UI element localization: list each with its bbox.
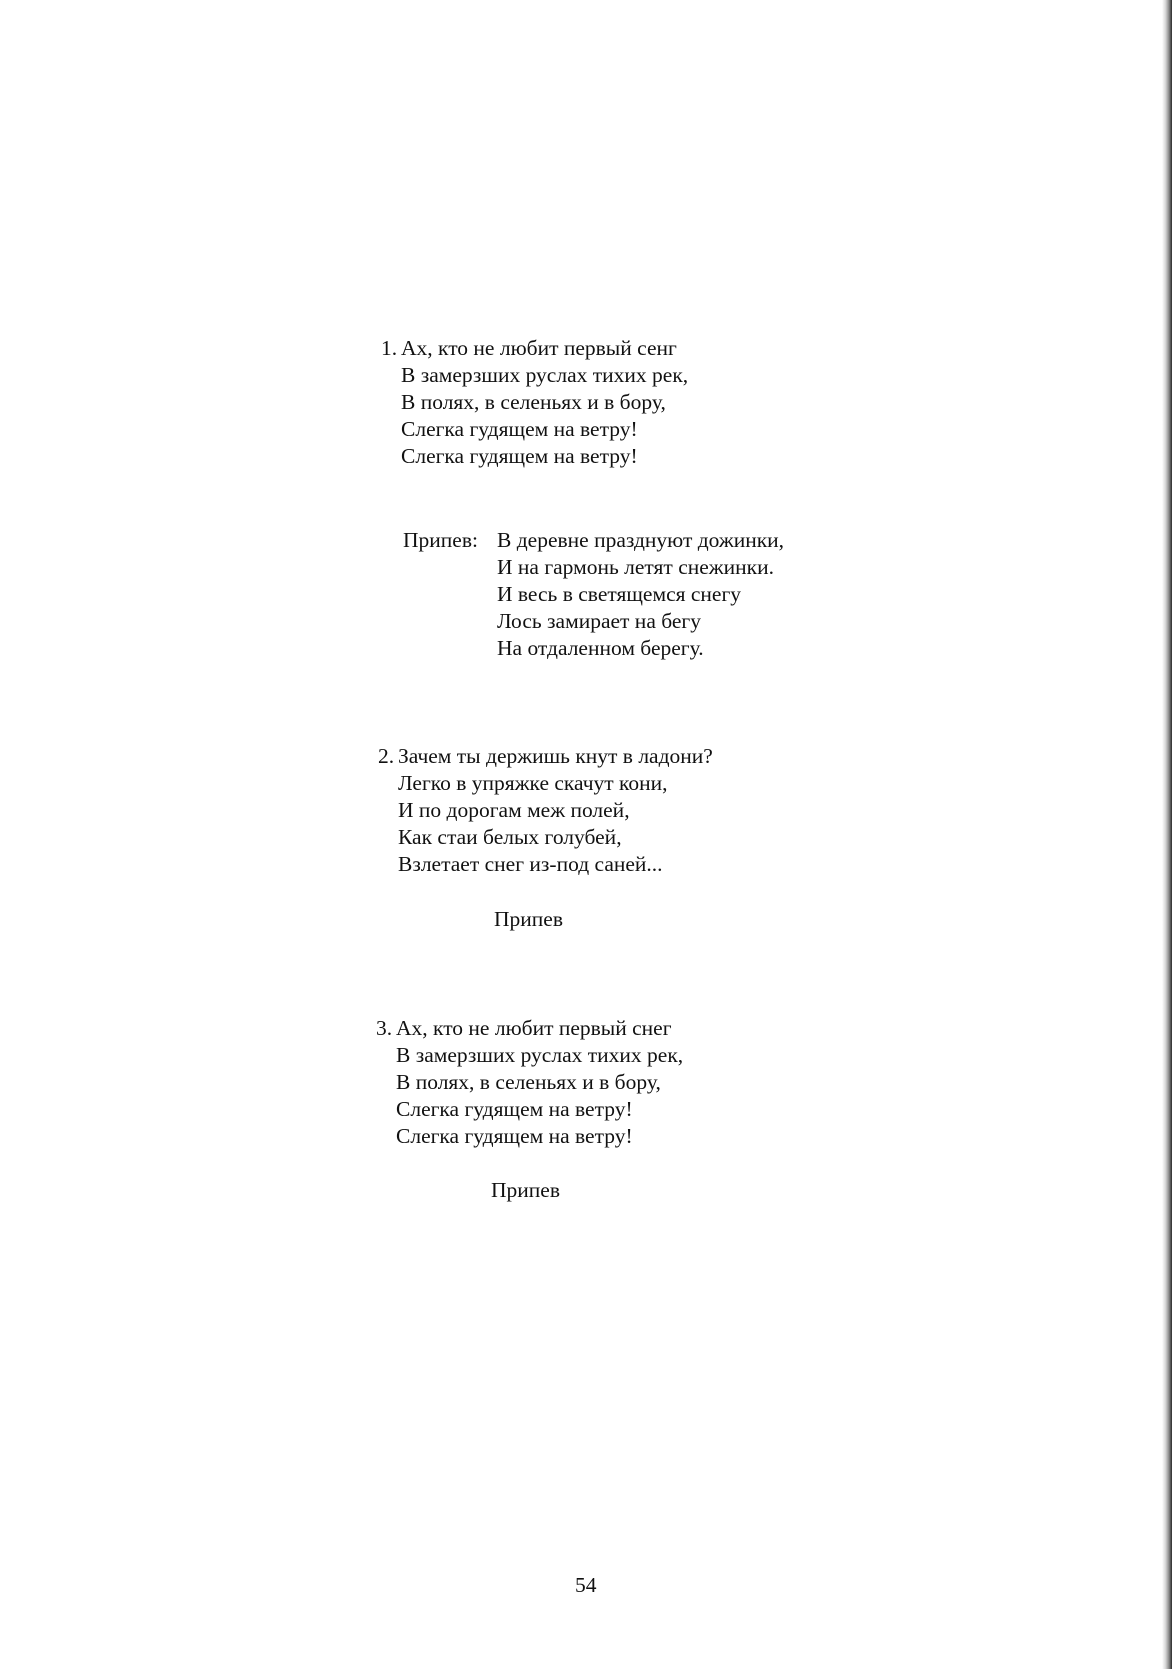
verse-line-text: Ах, кто не любит первый сенг — [401, 336, 677, 360]
verse-2-line-5: Взлетает снег из-под саней... — [398, 852, 663, 876]
chorus-line-1: В деревне празднуют дожинки, — [497, 528, 785, 552]
chorus-line-4: Лось замирает на бегу — [497, 609, 701, 633]
chorus-reference: Припев — [494, 907, 563, 931]
verse-3-line-5: Слегка гудящем на ветру! — [396, 1124, 633, 1148]
verse-3-line-2: В замерзших руслах тихих рек, — [396, 1043, 684, 1067]
chorus-line-3: И весь в светящемся снегу — [497, 582, 742, 606]
verse-3-line-1 — [376, 1015, 683, 1042]
chorus-label: Припев: — [403, 528, 478, 552]
verse-1-line-1 — [381, 335, 688, 362]
verse-2 — [378, 743, 713, 878]
verse-1-line-5: Слегка гудящем на ветру! — [401, 444, 638, 468]
verse-2-line-1 — [378, 743, 713, 770]
page-number: 54 — [575, 1573, 597, 1597]
verse-line-text: Зачем ты держишь кнут в ладони? — [398, 744, 713, 768]
verse-number: 1. — [381, 336, 398, 360]
verse-2-line-4: Как стаи белых голубей, — [398, 825, 622, 849]
verse-1 — [381, 335, 688, 470]
verse-2-line-2: Легко в упряжке скачут кони, — [398, 771, 668, 795]
chorus — [497, 527, 784, 662]
verse-number: 2. — [378, 744, 395, 768]
scan-edge-shadow — [1162, 0, 1172, 1669]
verse-1-line-4: Слегка гудящем на ветру! — [401, 417, 638, 441]
chorus-line-2: И на гармонь летят снежинки. — [497, 555, 774, 579]
verse-3 — [376, 1015, 683, 1150]
verse-1-line-3: В полях, в селеньях и в бору, — [401, 390, 666, 414]
verse-1-line-2: В замерзших руслах тихих рек, — [401, 363, 689, 387]
chorus-line-5: На отдаленном берегу. — [497, 636, 704, 660]
verse-number: 3. — [376, 1016, 393, 1040]
verse-3-line-4: Слегка гудящем на ветру! — [396, 1097, 633, 1121]
verse-3-line-3: В полях, в селеньях и в бору, — [396, 1070, 661, 1094]
chorus-reference: Припев — [491, 1178, 560, 1202]
verse-2-line-3: И по дорогам меж полей, — [398, 798, 630, 822]
verse-line-text: Ах, кто не любит первый снег — [396, 1016, 672, 1040]
